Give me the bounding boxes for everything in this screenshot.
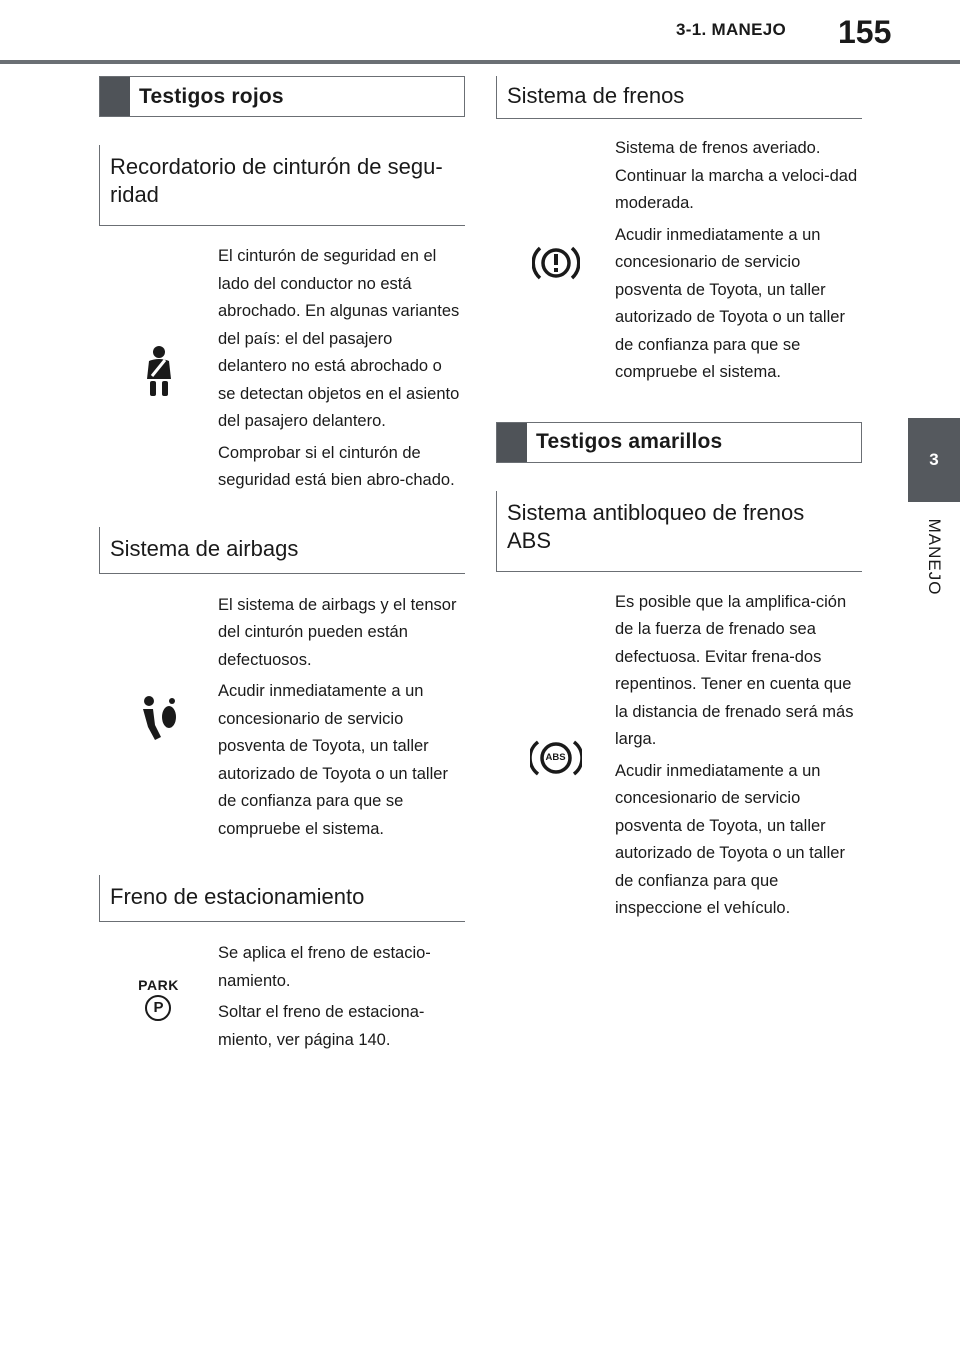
entry-parking-brake <box>99 940 465 1058</box>
chapter-number: 3 <box>929 450 939 469</box>
heading-bar <box>497 423 527 462</box>
chapter-tab-label: MANEJO <box>925 518 944 596</box>
right-column <box>496 76 862 927</box>
paragraph: Es posible que la amplifica-ción de la fuerza de frenado sea defectuosa. Evitar frena-dos repentinos. Tener en cuenta que la distancia de frenado será más larga. <box>615 592 854 748</box>
subheading-abs: Sistema antibloqueo de frenos ABS <box>496 491 862 572</box>
paragraph: Comprobar si el cinturón de seguridad está bien abro-chado. <box>218 443 455 489</box>
park-icon-letter: P <box>145 995 171 1021</box>
entry-text <box>615 589 862 927</box>
major-heading-red <box>99 76 465 117</box>
major-heading-title: Testigos amarillos <box>536 430 723 453</box>
paragraph: Sistema de frenos averiado. Continuar la marcha a veloci-dad moderada. <box>615 139 858 212</box>
park-brake-icon <box>99 940 218 1058</box>
paragraph: Acudir inmediatamente a un concesionario de servicio posventa de Toyota, un taller autorizado de Toyota o un taller de confianza para que inspeccione el vehículo. <box>615 761 845 917</box>
subheading-seatbelt: Recordatorio de cinturón de segu- ridad <box>99 145 465 226</box>
left-column <box>99 76 465 1058</box>
brake-warning-icon <box>496 135 615 391</box>
entry-seatbelt <box>99 243 465 499</box>
chapter-tab-number <box>908 418 960 502</box>
paragraph: Se aplica el freno de estacio-namiento. <box>218 944 431 990</box>
paragraph: El cinturón de seguridad en el lado del conductor no está abrochado. En algunas variantes del país: el del pasajero delantero no está abrochado o se detectan objetos en el asiento del pasajero delantero. <box>218 247 460 430</box>
major-heading-yellow <box>496 422 862 463</box>
park-icon-label: PARK <box>138 976 179 993</box>
seatbelt-warning-icon <box>99 243 218 499</box>
paragraph: Soltar el freno de estaciona-miento, ver página 140. <box>218 1003 425 1049</box>
airbag-warning-icon <box>99 592 218 848</box>
entry-brakes <box>496 135 862 391</box>
paragraph: Acudir inmediatamente a un concesionario de servicio posventa de Toyota, un taller autorizado de Toyota o un taller de confianza para que se compruebe el sistema. <box>615 225 845 381</box>
header-rule <box>0 60 960 64</box>
major-heading-title: Testigos rojos <box>139 84 284 108</box>
entry-text <box>218 243 465 499</box>
entry-airbag <box>99 592 465 848</box>
abs-warning-icon <box>496 589 615 927</box>
paragraph: Acudir inmediatamente a un concesionario de servicio posventa de Toyota, un taller autorizado de Toyota o un taller de confianza para que se compruebe el sistema. <box>218 682 448 838</box>
entry-text <box>218 592 465 848</box>
running-header-section: 3-1. MANEJO <box>676 20 787 39</box>
subheading-airbag: Sistema de airbags <box>99 527 465 574</box>
paragraph: El sistema de airbags y el tensor del cinturón pueden están defectuosos. <box>218 595 457 669</box>
heading-bar <box>100 77 130 116</box>
entry-text <box>218 940 465 1058</box>
abs-icon-label: ABS <box>545 752 566 763</box>
entry-text <box>615 135 862 391</box>
subheading-parking-brake: Freno de estacionamiento <box>99 875 465 922</box>
page-number: 155 <box>838 14 892 50</box>
subheading-brakes: Sistema de frenos <box>496 76 862 119</box>
entry-abs <box>496 589 862 927</box>
